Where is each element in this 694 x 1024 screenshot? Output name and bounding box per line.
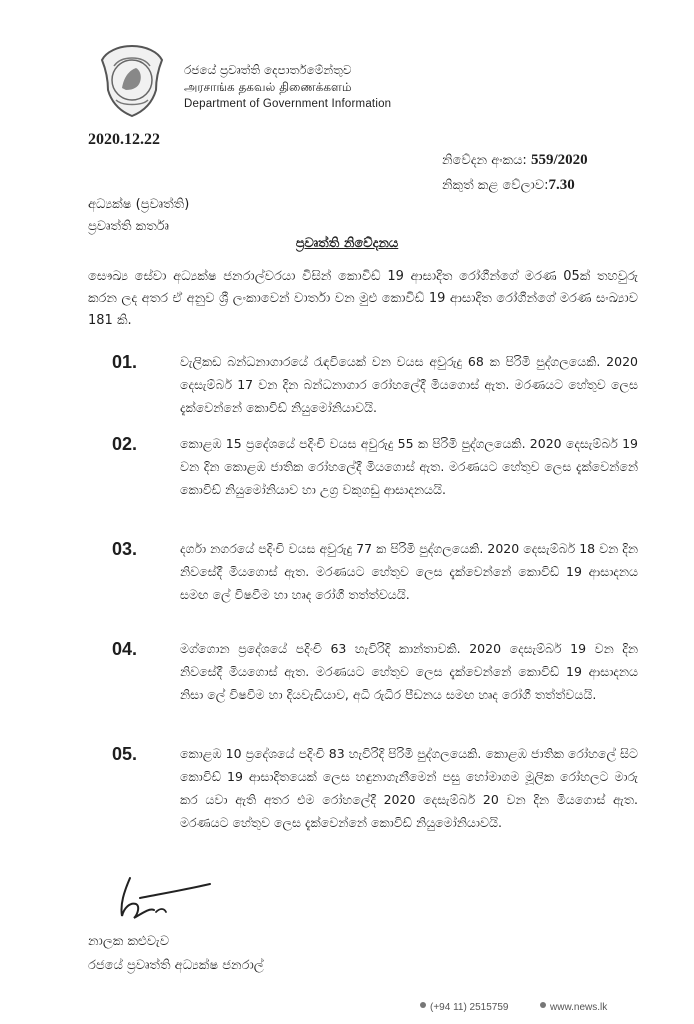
- release-date: 2020.12.22: [88, 131, 160, 148]
- reference-number-line: [442, 148, 642, 173]
- item-number: 02.: [112, 434, 138, 454]
- letterhead-tamil: அரசாங்க தகவல் திணைக்களம்: [184, 80, 352, 94]
- item-number: 04.: [112, 639, 138, 659]
- document-title: [0, 232, 694, 251]
- intro-paragraph: සෞඛ්‍ය සේවා අධ්‍යක්ෂ ජනරාල්වරයා විසින් කොවිඩ් 19 ආසාදිත රෝගීන්ගේ මරණ 05ක් තහවුරු කරන ලද අතර ඒ අනුව ශ්‍රී ලංකාවෙන් වාර්තා වන මුළු කොවිඩ් 19 ආසාදිත රෝගීන්ගේ මරණ සංඛ්‍යාව 181 කි.: [88, 269, 638, 328]
- list-item: [112, 742, 638, 834]
- footer: [110, 998, 670, 1018]
- item-text: මග්ගොන ප්‍රදේශයේ පදිංචි 63 හැවිරිදි කාන්තාවකි. 2020 දෙසැම්බර් 19 වන දින නිවසේදී මියගොස් ඇත. මරණයට හේතුව ලෙස දැක්වෙන්නේ කොවිඩ් 19 ආසාදනය නිසා ලේ විෂවීම හා දියවැඩියාව, අධි රුධිර පීඩනය සමඟ හෘද රෝගී තත්ත්වයයි.: [180, 641, 638, 702]
- footer-phone: (+94 11) 2515759: [430, 1002, 509, 1013]
- signature-block: [88, 930, 264, 978]
- list-item: [112, 432, 638, 501]
- item-number: 03.: [112, 539, 138, 559]
- item-text: දර්ගා නගරයේ පදිංචි වයස අවුරුදු 77 ක පිරිමි පුද්ගලයෙකි. 2020 දෙසැම්බර් 18 වන දින නිවසේදී මියගොස් ඇත. මරණයට හේතුව ලෙස දැක්වෙන්නේ කොවිඩ් 19 ආසාදනය සමඟ ලේ විෂවීම හා හෘද රෝගී තත්ත්වයයි.: [180, 541, 638, 602]
- list-item: [112, 537, 638, 606]
- globe-icon: [540, 1002, 546, 1008]
- item-text: කොළඹ 10 ප්‍රදේශයේ පදිංචි 83 හැවිරිදි පිරිමි පුද්ගලයෙකි. කොළඹ ජාතික රෝහලේ සිට කොවිඩ් 19 ආසාදිතයෙක් ලෙස හඳුනාගැනීමෙන් පසු හෝමාගම මූලික රෝහලට මාරු කර යවා ඇති අතර එම රෝහලේදී 2020 දෙසැම්බර් 20 වන දින මියගොස් ඇත. මරණයට හේතුව ලෙස දැක්වෙන්නේ කොවිඩ් නියුමෝනියාවයි.: [180, 746, 638, 830]
- issue-time: 7.30: [548, 177, 575, 193]
- item-number: 01.: [112, 352, 138, 372]
- addressee-director-news: අධ්‍යක්ෂ (ප්‍රවෘත්ති): [88, 197, 190, 212]
- item-number: 05.: [112, 744, 138, 764]
- reference-block: [442, 148, 642, 198]
- list-item: [112, 637, 638, 706]
- item-text: කොළඹ 15 ප්‍රදේශයේ පදිංචි වයස අවුරුදු 55 ක පිරිමි පුද්ගලයෙකි. 2020 දෙසැම්බර් 19 වන දින කොළඹ ජාතික රෝහලේදී මියගොස් ඇත. මරණයට හේතුව ලෙස දැක්වෙන්නේ කොවිඩ් නියුමෝනියාව හා උග්‍ර වකුගඩු ආසාදනයයි.: [180, 436, 638, 497]
- item-text: වැලිකඩ බන්ධනාගාරයේ රැඳවියෙක් වන වයස අවුරුදු 68 ක පිරිමි පුද්ගලයෙකි. 2020 දෙසැම්බර් 17 වන දින බන්ධනාගාර රෝහලේදී මියගොස් ඇත. මරණයට හේතුව ලෙස දැක්වෙන්නේ කොවිඩ් නියුමෝනියාවයි.: [180, 354, 638, 415]
- reference-number-label: නිවේදන අංකය:: [442, 153, 527, 168]
- footer-website: www.news.lk: [550, 1002, 608, 1013]
- issue-time-line: [442, 173, 642, 198]
- signatory-name: නාලක කළුවැව: [88, 934, 170, 949]
- letterhead-english: Department of Government Information: [184, 98, 392, 110]
- phone-icon: [420, 1002, 426, 1008]
- state-emblem-icon: [96, 40, 168, 120]
- document-title-text: ප්‍රවෘත්ති නිවේදනය: [295, 236, 399, 251]
- reference-number: 559/2020: [530, 152, 588, 168]
- issue-time-label: නිකුත් කළ වේලාව:: [442, 178, 549, 193]
- list-item: [112, 350, 638, 419]
- handwritten-signature-icon: [110, 868, 220, 928]
- letterhead-sinhala: රජයේ ප්‍රවෘත්ති දෙපාර්තමේන්තුව: [184, 63, 352, 77]
- addressee-news-editor: ප්‍රවෘත්ති කර්තෘ: [88, 219, 169, 234]
- letterhead: [96, 40, 396, 120]
- signatory-position: රජයේ ප්‍රවෘත්ති අධ්‍යක්ෂ ජනරාල්: [88, 958, 264, 973]
